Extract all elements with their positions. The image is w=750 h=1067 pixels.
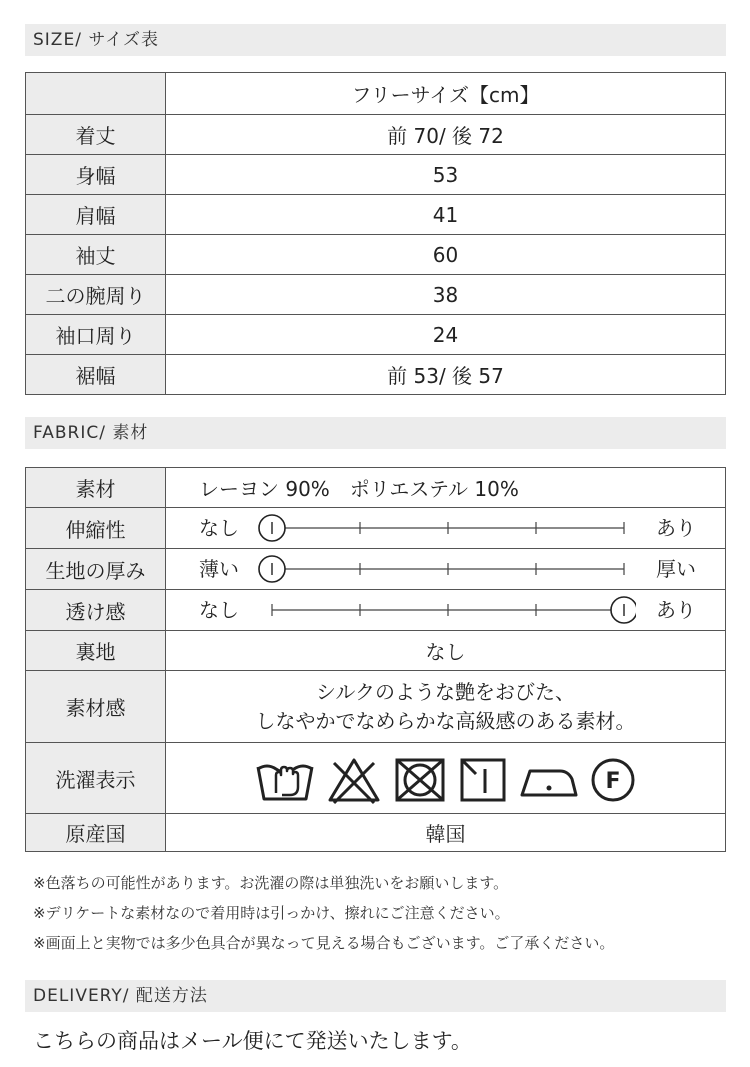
size-row-label: 袖口周り <box>26 315 166 355</box>
delivery-section-title: DELIVERY/ 配送方法 <box>25 980 726 1012</box>
size-row-value: 前 70/ 後 72 <box>166 115 726 155</box>
sheerness-scale <box>166 590 725 630</box>
care-symbols <box>166 743 726 814</box>
stretch-scale <box>166 508 725 548</box>
no-tumble-dry-icon <box>392 755 448 805</box>
note-item: ※色落ちの可能性があります。お洗濯の際は単独洗いをお願いします。 <box>33 874 509 892</box>
note-item: ※画面上と実物では多少色具合が異なって見える場合もございます。ご了承ください。 <box>33 934 615 952</box>
hand-wash-40-icon <box>254 755 316 805</box>
size-row-value: 41 <box>166 195 726 235</box>
size-row-value: 38 <box>166 275 726 315</box>
size-table-corner <box>26 73 166 115</box>
iron-low-icon <box>518 755 578 805</box>
delivery-text: こちらの商品はメール便にて発送いたします。 <box>33 1029 472 1053</box>
fabric-table <box>25 467 726 852</box>
note-item: ※デリケートな素材なので着用時は引っかけ、擦れにご注意ください。 <box>33 904 510 922</box>
thickness-scale-min: 薄い <box>199 557 239 581</box>
size-section-title: SIZE/ サイズ表 <box>25 24 726 56</box>
origin-label: 原産国 <box>26 814 166 852</box>
svg-text:F: F <box>604 769 621 794</box>
care-label: 洗濯表示 <box>26 743 166 814</box>
no-bleach-icon <box>326 755 382 805</box>
material-label: 素材 <box>26 468 166 508</box>
stretch-scale-track <box>256 508 636 548</box>
stretch-scale-min: なし <box>199 516 239 540</box>
size-row-value: 53 <box>166 155 726 195</box>
size-table-header: フリーサイズ【cm】 <box>166 73 726 115</box>
stretch-label: 伸縮性 <box>26 508 166 549</box>
fabric-section-title: FABRIC/ 素材 <box>25 417 726 449</box>
lining-value: なし <box>166 631 726 671</box>
size-row-value: 24 <box>166 315 726 355</box>
sheerness-scale-max: あり <box>656 598 696 622</box>
size-row-value: 60 <box>166 235 726 275</box>
thickness-scale <box>166 549 725 589</box>
sheerness-scale-min: なし <box>199 598 239 622</box>
line-dry-shade-icon <box>458 755 508 805</box>
notes <box>33 868 614 958</box>
thickness-scale-max: 厚い <box>656 557 696 581</box>
lining-label: 裏地 <box>26 631 166 671</box>
origin-value: 韓国 <box>166 814 726 852</box>
texture-line-1: シルクのような艶をおびた、 <box>315 679 576 704</box>
stretch-scale-max: あり <box>656 516 696 540</box>
size-row-label: 二の腕周り <box>26 275 166 315</box>
size-row-label: 着丈 <box>26 115 166 155</box>
size-row-label: 肩幅 <box>26 195 166 235</box>
sheerness-scale-cell <box>166 590 726 631</box>
texture-description <box>166 671 726 743</box>
thickness-scale-track <box>256 549 636 589</box>
size-row-label: 裾幅 <box>26 355 166 395</box>
size-row-label: 袖丈 <box>26 235 166 275</box>
sheerness-scale-track <box>256 590 636 630</box>
size-table <box>25 72 726 395</box>
thickness-label: 生地の厚み <box>26 549 166 590</box>
texture-label: 素材感 <box>26 671 166 743</box>
size-row-value: 前 53/ 後 57 <box>166 355 726 395</box>
sheerness-label: 透け感 <box>26 590 166 631</box>
thickness-scale-cell <box>166 549 726 590</box>
texture-line-2: しなやかでなめらかな高級感のある素材。 <box>255 708 636 733</box>
size-row-label: 身幅 <box>26 155 166 195</box>
stretch-scale-cell <box>166 508 726 549</box>
material-value: レーヨン 90% ポリエステル 10% <box>166 468 726 508</box>
dry-clean-f-icon <box>588 755 638 805</box>
